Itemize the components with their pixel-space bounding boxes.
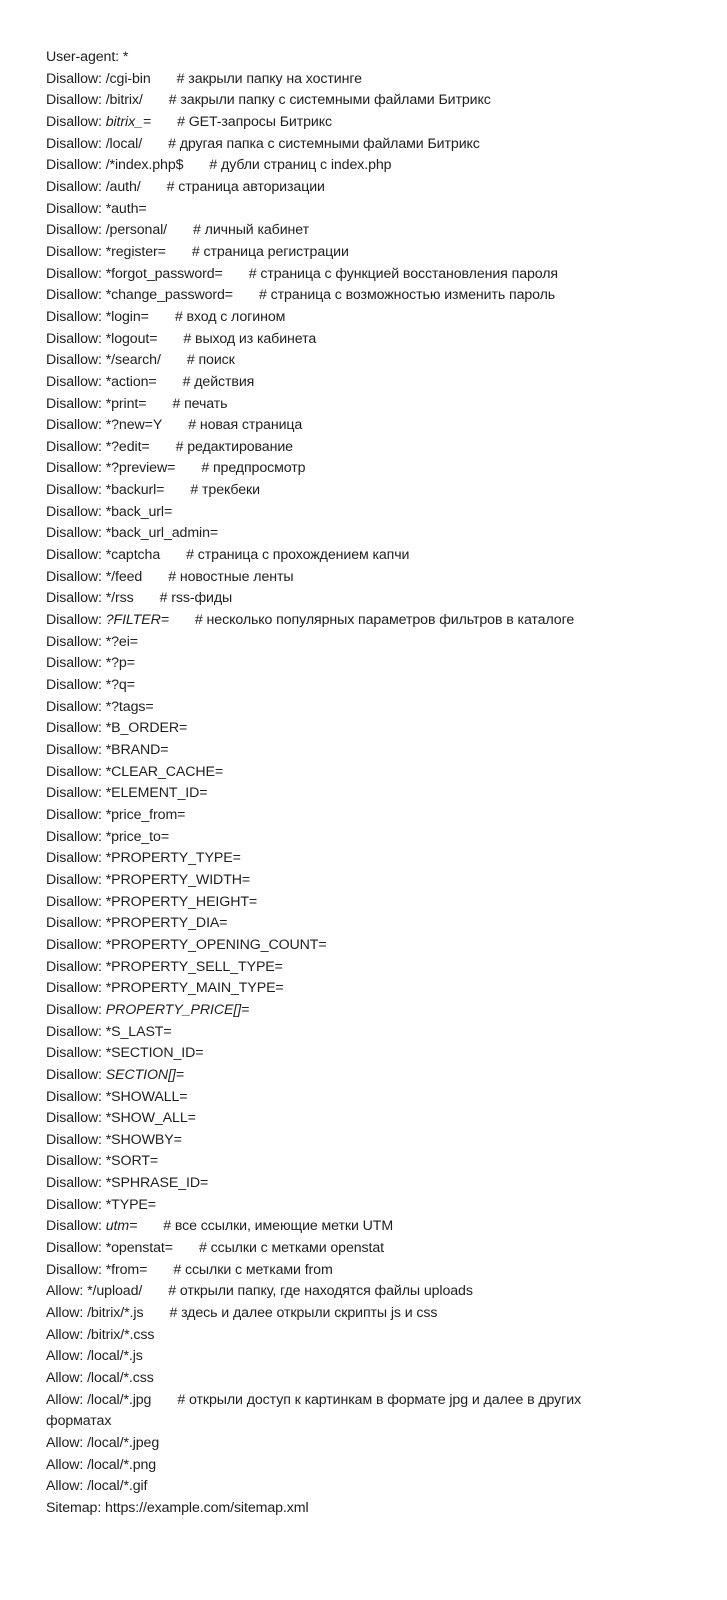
rule-value: *SHOWALL= — [105, 1088, 188, 1105]
rule-comment: # несколько популярных параметров фильтров в каталоге — [194, 612, 575, 629]
directive: Disallow: — [46, 612, 102, 629]
robots-rule-line — [46, 848, 646, 870]
robots-rule-line — [46, 1433, 646, 1455]
rule-comment: # закрыли папку на хостинге — [176, 70, 362, 87]
robots-rule-line — [46, 1108, 646, 1130]
rule-comment: # выход из кабинета — [183, 330, 317, 347]
rule-comment: # редактирование — [175, 438, 293, 455]
rule-value: */search/ — [105, 352, 161, 369]
rule-value: *auth= — [105, 200, 147, 217]
rule-comment: # дубли страниц с index.php — [209, 157, 392, 174]
robots-rule-line — [46, 242, 646, 264]
directive: Disallow: — [46, 698, 102, 715]
rule-comment: # здесь и далее открыли скрипты js и css — [169, 1305, 438, 1322]
rule-comment: # GET-запросы Битрикс — [177, 113, 333, 130]
robots-rule-line — [46, 307, 646, 329]
directive: Disallow: — [46, 1045, 102, 1062]
rule-value: /local/*.gif — [87, 1478, 148, 1495]
rule-value: *?preview= — [105, 460, 176, 477]
directive: Disallow: — [46, 720, 102, 737]
robots-rule-line — [46, 783, 646, 805]
directive: Disallow: — [46, 460, 102, 477]
directive: Disallow: — [46, 135, 102, 152]
rule-comment: # все ссылки, имеющие метки UTM — [163, 1218, 394, 1235]
robots-rule-line — [46, 827, 646, 849]
rule-comment: # поиск — [186, 352, 235, 369]
directive: Disallow: — [46, 547, 102, 564]
directive: Disallow: — [46, 417, 102, 434]
directive: Disallow: — [46, 828, 102, 845]
robots-rule-line — [46, 372, 646, 394]
rule-value: *SHOWBY= — [105, 1131, 182, 1148]
rule-comment: # новая страница — [188, 417, 303, 434]
robots-rule-line — [46, 805, 646, 827]
robots-rule-line — [46, 480, 646, 502]
rule-comment: # трекбеки — [190, 482, 260, 499]
directive: Disallow: — [46, 893, 102, 910]
rule-comment: # другая папка с системными файлами Битрикс — [168, 135, 480, 152]
robots-rule-line — [46, 762, 646, 784]
directive: Disallow: — [46, 287, 102, 304]
robots-rule-line — [46, 1238, 646, 1260]
robots-rule-line — [46, 653, 646, 675]
directive: Disallow: — [46, 1001, 102, 1018]
rule-value: *forgot_password= — [105, 265, 223, 282]
robots-rule-line — [46, 47, 646, 69]
robots-rule-line — [46, 1216, 646, 1238]
directive: Disallow: — [46, 763, 102, 780]
rule-value: *price_to= — [105, 828, 169, 845]
rule-value: *login= — [105, 308, 149, 325]
directive: Disallow: — [46, 92, 102, 109]
robots-rule-line — [46, 1000, 646, 1022]
rule-value: *?q= — [105, 677, 135, 694]
robots-rule-line — [46, 1346, 646, 1368]
directive: Disallow: — [46, 157, 102, 174]
directive: Disallow: — [46, 785, 102, 802]
robots-rule-line — [46, 1130, 646, 1152]
directive: Allow: — [46, 1370, 84, 1387]
directive: Disallow: — [46, 200, 102, 217]
rule-comment: # открыли доступ к картинкам в формате jpg и далее в других форматах — [46, 1391, 585, 1430]
robots-rule-line — [46, 350, 646, 372]
directive: Disallow: — [46, 980, 102, 997]
rule-comment: # печать — [172, 395, 228, 412]
rule-value: */feed — [105, 568, 143, 585]
rule-value: *SHOW_ALL= — [105, 1110, 196, 1127]
rule-comment: # вход с логином — [174, 308, 286, 325]
directive: User-agent: — [46, 49, 120, 65]
robots-rule-line — [46, 220, 646, 242]
directive: Disallow: — [46, 850, 102, 867]
rule-value: *PROPERTY_HEIGHT= — [105, 893, 258, 910]
rule-value: *SECTION_ID= — [105, 1045, 204, 1062]
directive: Disallow: — [46, 352, 102, 369]
robots-rule-line — [46, 1260, 646, 1282]
directive: Allow: — [46, 1305, 84, 1322]
robots-rule-line — [46, 155, 646, 177]
rule-value: *logout= — [105, 330, 158, 347]
robots-rule-line — [46, 675, 646, 697]
rule-value: *?p= — [105, 655, 135, 672]
robots-rule-line — [46, 69, 646, 91]
robots-rule-line — [46, 588, 646, 610]
rule-value: /local/*.jpg — [87, 1391, 152, 1408]
directive: Disallow: — [46, 113, 102, 130]
robots-rule-line — [46, 177, 646, 199]
directive: Allow: — [46, 1348, 84, 1365]
robots-txt-document — [46, 47, 646, 1520]
rule-value: /bitrix/ — [105, 92, 143, 109]
directive: Disallow: — [46, 915, 102, 932]
robots-rule-line — [46, 264, 646, 286]
directive: Allow: — [46, 1283, 84, 1300]
rule-value: /cgi-bin — [105, 70, 151, 87]
rule-value: *back_url_admin= — [105, 525, 219, 542]
directive: Allow: — [46, 1456, 84, 1473]
rule-value: *?new=Y — [105, 417, 163, 434]
rule-value: *PROPERTY_DIA= — [105, 915, 228, 932]
directive: Disallow: — [46, 308, 102, 325]
rule-value: /local/*.js — [87, 1348, 143, 1365]
rule-comment: # закрыли папку с системными файлами Битрикс — [168, 92, 491, 109]
rule-value: utm= — [105, 1218, 138, 1235]
rule-value: ?FILTER= — [105, 612, 169, 629]
directive: Disallow: — [46, 373, 102, 390]
rule-value: *PROPERTY_WIDTH= — [105, 871, 251, 888]
directive: Allow: — [46, 1391, 84, 1408]
directive: Disallow: — [46, 1153, 102, 1170]
rule-value: *register= — [105, 243, 166, 260]
rule-comment: # новостные ленты — [168, 568, 294, 585]
rule-value: /local/*.jpeg — [87, 1435, 160, 1451]
rule-value: *?edit= — [105, 438, 150, 455]
rule-value: *SPHRASE_ID= — [105, 1175, 209, 1192]
robots-rule-line — [46, 1390, 646, 1433]
directive: Disallow: — [46, 395, 102, 412]
robots-rule-line — [46, 1476, 646, 1498]
robots-rule-line — [46, 892, 646, 914]
robots-rule-line — [46, 697, 646, 719]
rule-value: *PROPERTY_MAIN_TYPE= — [105, 980, 284, 997]
rule-value: *change_password= — [105, 287, 233, 304]
directive: Disallow: — [46, 1240, 102, 1257]
directive: Disallow: — [46, 1196, 102, 1213]
directive: Disallow: — [46, 655, 102, 672]
rule-comment: # ссылки с метками openstat — [198, 1240, 385, 1257]
robots-rule-line — [46, 740, 646, 762]
directive: Disallow: — [46, 525, 102, 542]
directive: Sitemap: — [46, 1499, 102, 1516]
robots-rule-line — [46, 1368, 646, 1390]
rule-value: *S_LAST= — [105, 1023, 172, 1040]
robots-rule-line — [46, 870, 646, 892]
robots-rule-line — [46, 415, 646, 437]
robots-rule-line — [46, 1195, 646, 1217]
robots-rule-line — [46, 978, 646, 1000]
robots-rule-line — [46, 90, 646, 112]
rule-value: *PROPERTY_OPENING_COUNT= — [105, 936, 327, 953]
directive: Disallow: — [46, 438, 102, 455]
directive: Disallow: — [46, 1066, 102, 1083]
rule-comment: # страница авторизации — [166, 178, 325, 195]
directive: Disallow: — [46, 590, 102, 607]
rule-comment: # действия — [182, 373, 255, 390]
directive: Disallow: — [46, 265, 102, 282]
directive: Disallow: — [46, 1131, 102, 1148]
robots-rule-line — [46, 610, 646, 632]
rule-value: *backurl= — [105, 482, 165, 499]
rule-comment: # страница с функцией восстановления пароля — [248, 265, 559, 282]
rule-value: /personal/ — [105, 222, 168, 239]
rule-value: /*index.php$ — [105, 157, 184, 174]
directive: Disallow: — [46, 742, 102, 758]
robots-rule-line — [46, 632, 646, 654]
robots-rule-line — [46, 1151, 646, 1173]
robots-rule-line — [46, 1065, 646, 1087]
robots-rule-line — [46, 1281, 646, 1303]
rule-value: *ELEMENT_ID= — [105, 785, 208, 802]
directive: Disallow: — [46, 1218, 102, 1235]
directive: Disallow: — [46, 503, 102, 520]
rule-value: *action= — [105, 373, 157, 390]
robots-rule-line — [46, 1043, 646, 1065]
directive: Disallow: — [46, 1088, 102, 1105]
directive: Disallow: — [46, 1110, 102, 1127]
directive: Disallow: — [46, 677, 102, 694]
rule-value: *BRAND= — [105, 742, 169, 758]
directive: Disallow: — [46, 243, 102, 260]
rule-comment: # rss-фиды — [159, 590, 233, 607]
robots-rule-line — [46, 935, 646, 957]
robots-rule-line — [46, 957, 646, 979]
robots-rule-line — [46, 112, 646, 134]
robots-rule-line — [46, 394, 646, 416]
rule-value: *TYPE= — [105, 1196, 156, 1213]
robots-rule-line — [46, 285, 646, 307]
rule-value: *captcha — [105, 547, 161, 564]
directive: Disallow: — [46, 633, 102, 650]
directive: Disallow: — [46, 330, 102, 347]
directive: Disallow: — [46, 222, 102, 239]
directive: Disallow: — [46, 482, 102, 499]
rule-value: /local/*.png — [87, 1456, 157, 1473]
rule-value: */upload/ — [87, 1283, 143, 1300]
rule-value: *?tags= — [105, 698, 154, 715]
rule-value: /local/*.css — [87, 1370, 154, 1387]
rule-value: PROPERTY_PRICE[]= — [105, 1001, 250, 1018]
robots-rule-line — [46, 1325, 646, 1347]
directive: Allow: — [46, 1435, 84, 1451]
robots-rule-line — [46, 718, 646, 740]
rule-comment: # страница с возможностью изменить пароль — [258, 287, 556, 304]
rule-value: *price_from= — [105, 806, 186, 823]
directive: Disallow: — [46, 178, 102, 195]
rule-value: bitrix_= — [105, 113, 152, 130]
rule-comment: # предпросмотр — [201, 460, 306, 477]
directive: Disallow: — [46, 958, 102, 975]
robots-rule-line — [46, 1087, 646, 1109]
robots-rule-line — [46, 502, 646, 524]
rule-value: /local/ — [105, 135, 143, 152]
robots-rule-line — [46, 1022, 646, 1044]
rule-comment: # ссылки с метками from — [173, 1261, 333, 1278]
robots-rule-line — [46, 134, 646, 156]
rule-value: /auth/ — [105, 178, 141, 195]
rule-value: /bitrix/*.js — [87, 1305, 144, 1322]
directive: Disallow: — [46, 871, 102, 888]
robots-rule-line — [46, 329, 646, 351]
robots-rule-line — [46, 1303, 646, 1325]
robots-rule-line — [46, 458, 646, 480]
robots-rule-line — [46, 545, 646, 567]
robots-rule-line — [46, 199, 646, 221]
rule-value: */rss — [105, 590, 134, 607]
robots-rule-line — [46, 437, 646, 459]
robots-rule-line — [46, 1455, 646, 1477]
directive: Disallow: — [46, 1023, 102, 1040]
rule-value: /bitrix/*.css — [87, 1326, 155, 1343]
directive: Disallow: — [46, 1175, 102, 1192]
rule-value: https://example.com/sitemap.xml — [105, 1499, 309, 1516]
rule-value: *PROPERTY_SELL_TYPE= — [105, 958, 283, 975]
rule-value: *from= — [105, 1261, 148, 1278]
directive: Disallow: — [46, 70, 102, 87]
robots-rule-line — [46, 567, 646, 589]
directive: Disallow: — [46, 1261, 102, 1278]
rule-value: SECTION[]= — [105, 1066, 184, 1083]
rule-value: * — [122, 49, 129, 65]
rule-comment: # страница с прохождением капчи — [186, 547, 410, 564]
rule-comment: # открыли папку, где находятся файлы uploads — [168, 1283, 473, 1300]
directive: Allow: — [46, 1326, 84, 1343]
directive: Disallow: — [46, 568, 102, 585]
rule-value: *print= — [105, 395, 147, 412]
robots-rule-line — [46, 523, 646, 545]
directive: Allow: — [46, 1478, 84, 1495]
robots-rule-line — [46, 1498, 646, 1520]
rule-value: *PROPERTY_TYPE= — [105, 850, 241, 867]
robots-rule-line — [46, 1173, 646, 1195]
robots-rule-line — [46, 913, 646, 935]
rule-value: *B_ORDER= — [105, 720, 188, 737]
directive: Disallow: — [46, 806, 102, 823]
rule-comment: # страница регистрации — [191, 243, 349, 260]
rule-value: *CLEAR_CACHE= — [105, 763, 224, 780]
directive: Disallow: — [46, 936, 102, 953]
rule-value: *SORT= — [105, 1153, 159, 1170]
rule-value: *back_url= — [105, 503, 173, 520]
rule-comment: # личный кабинет — [193, 222, 309, 239]
rule-value: *openstat= — [105, 1240, 173, 1257]
rule-value: *?ei= — [105, 633, 138, 650]
